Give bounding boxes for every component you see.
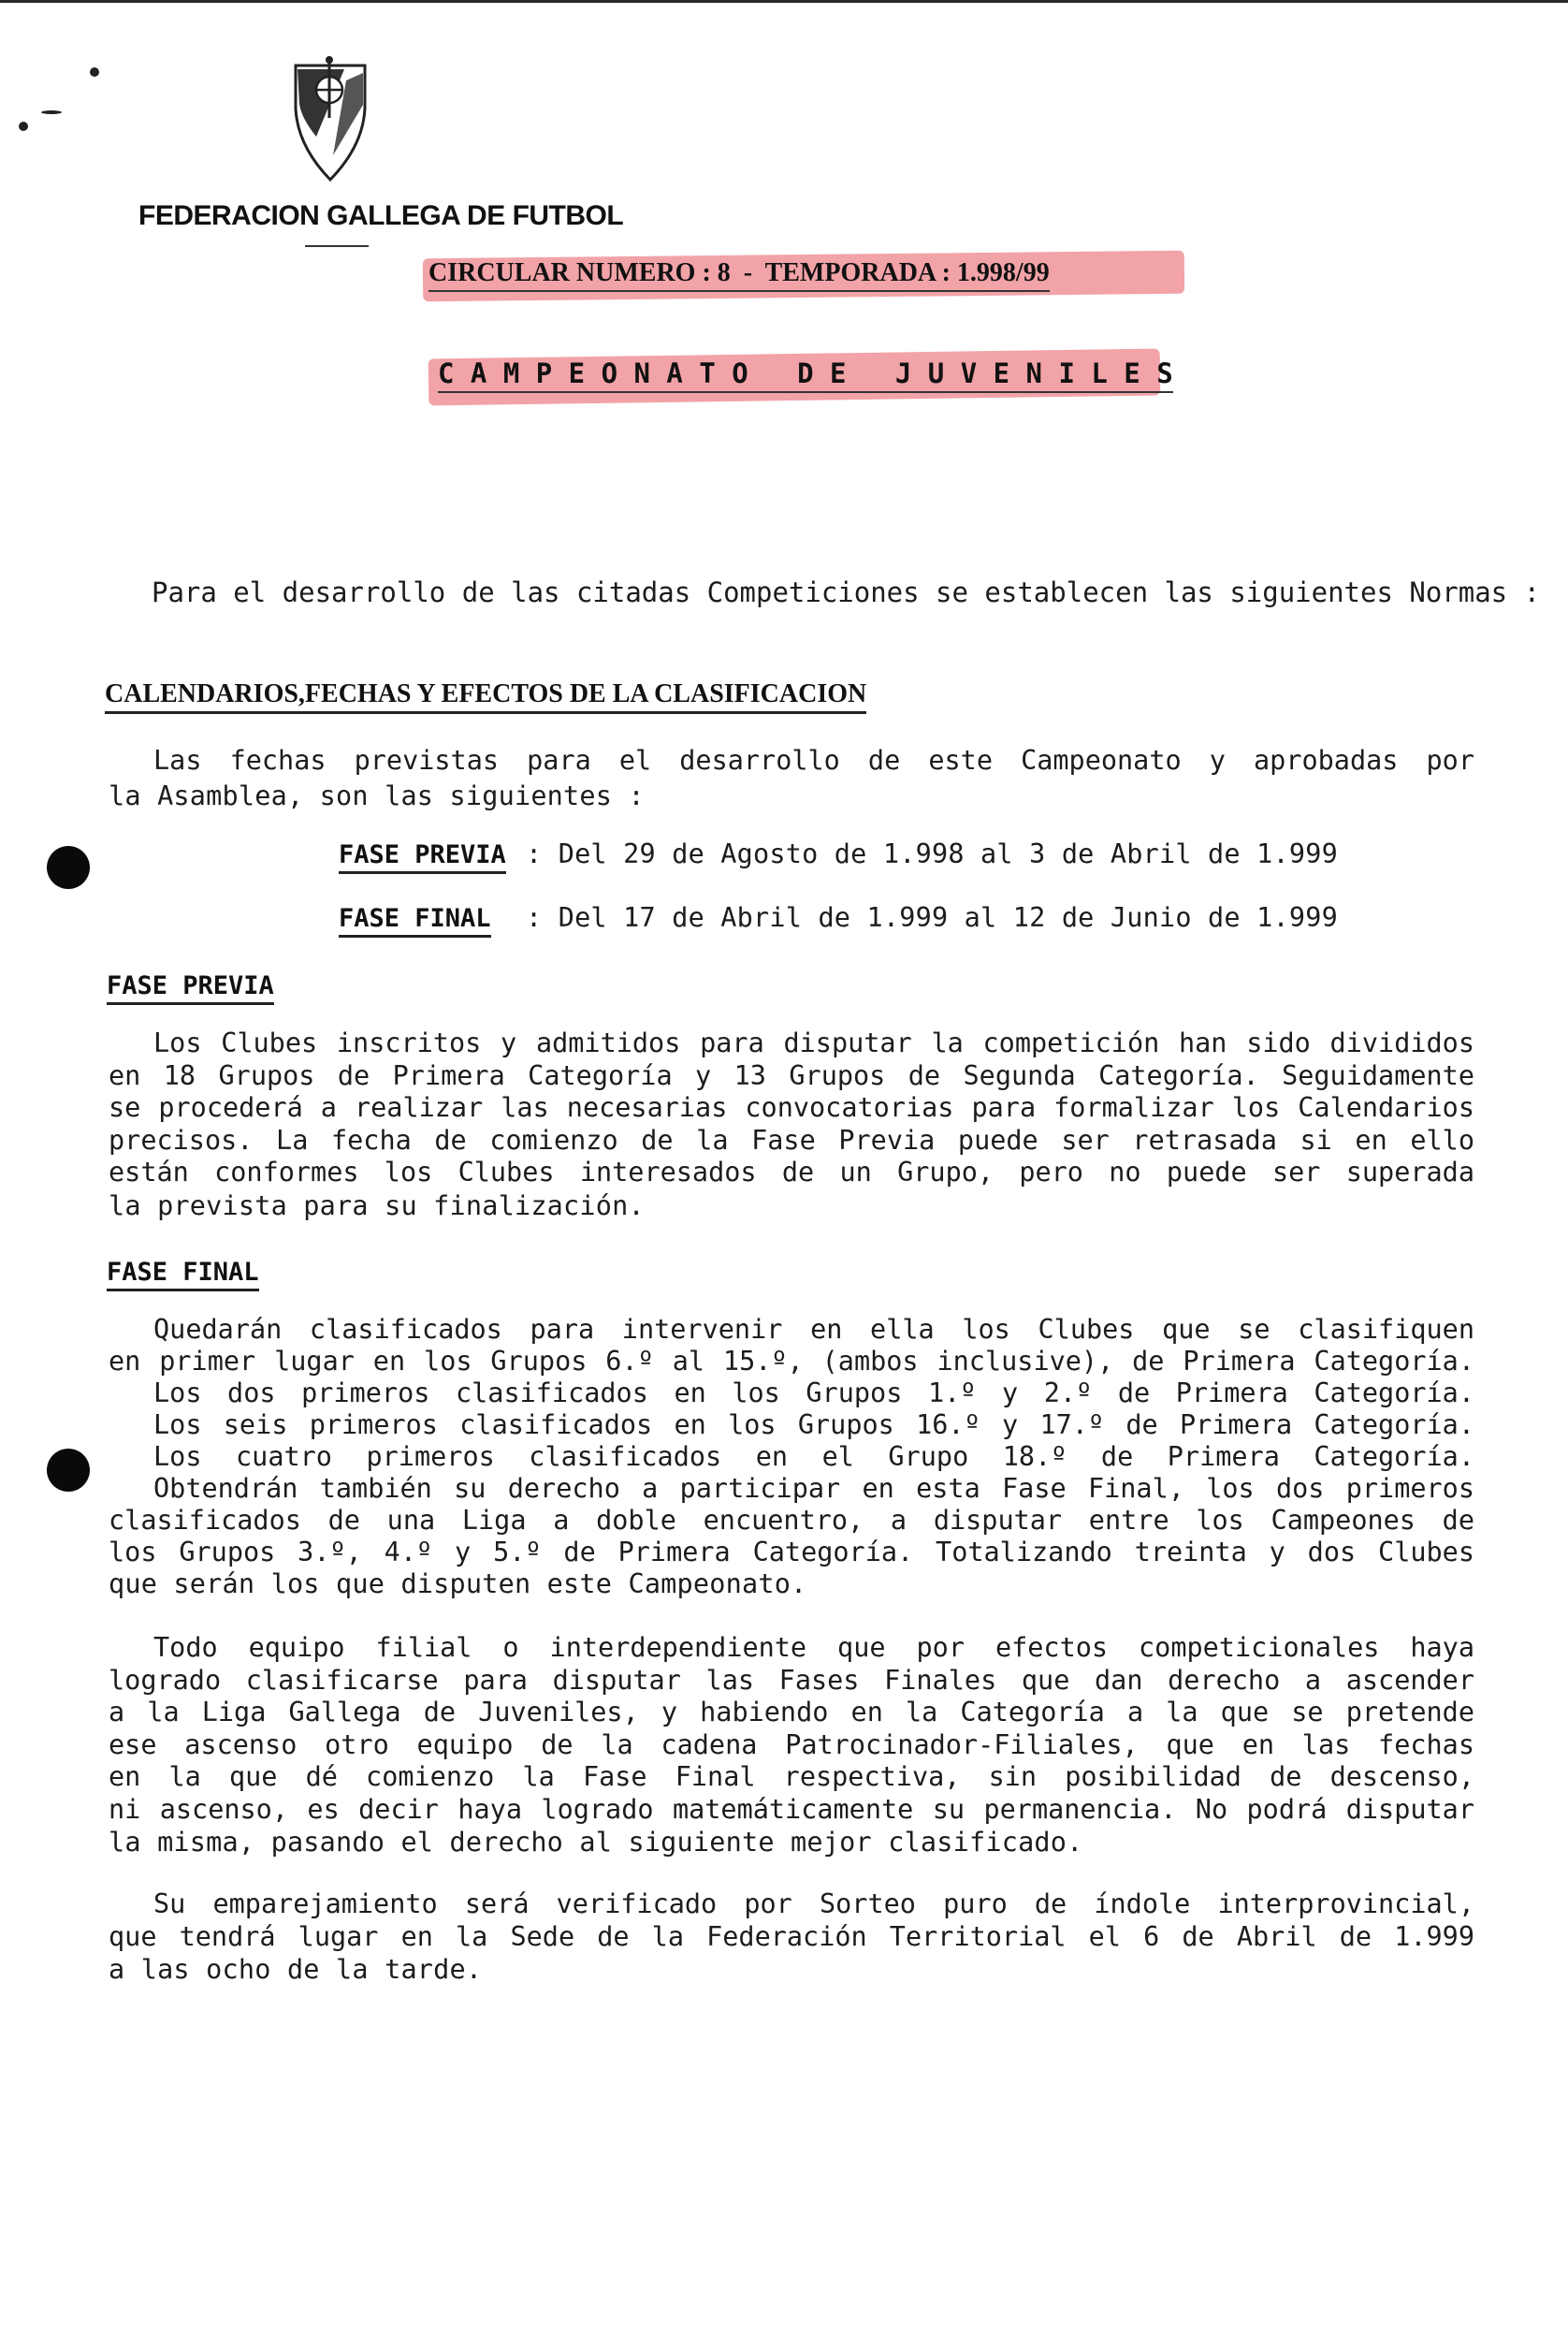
federation-shield-logo [288,52,372,183]
text-line: en 18 Grupos de Primera Categoría y 13 Grupos de Segunda Categoría. Seguidamente [109,1059,1474,1091]
text-line: que tendrá lugar en la Sede de la Federación Territorial el 6 de Abril de 1.999 [109,1920,1474,1952]
text-line: en primer lugar en los Grupos 6.º al 15.º, (ambos inclusive), de Primera Categoría. [109,1346,1474,1377]
federation-name: FEDERACION GALLEGA DE FUTBOL [138,200,624,231]
scan-edge-line [0,0,1568,3]
calendar-paragraph [109,745,1474,776]
text-line: Su emparejamiento será verificado por Sorteo puro de índole interprovincial, [153,1888,1474,1919]
scan-speck [90,67,99,77]
text-line: la misma, pasando el derecho al siguiente mejor clasificado. [109,1827,1083,1858]
circular-number: CIRCULAR NUMERO : 8 - TEMPORADA : 1.998/99 [428,258,1050,292]
scan-speck [41,110,62,114]
intro-text: Para el desarrollo de las citadas Competiciones se establecen las siguientes Normas : [152,576,1541,608]
fase-previa-paragraph [109,1028,1474,1189]
text-line: ni ascenso, es decir haya logrado matemáticamente su permanencia. No podrá disputar [109,1793,1474,1825]
text-line: están conformes los Clubes interesados de un Grupo, pero no puede ser superada [109,1157,1474,1188]
text-line: Los Clubes inscritos y admitidos para disputar la competición han sido divididos [153,1028,1474,1058]
text-line: precisos. La fecha de comienzo de la Fase Previa puede ser retrasada si en ello [109,1124,1474,1156]
fase-previa-label: FASE PREVIA [339,840,506,874]
text-line: la Asamblea, son las siguientes : [109,780,645,811]
fase-final-dates: : Del 17 de Abril de 1.999 al 12 de Junio de 1.999 [526,902,1338,933]
text-line: que serán los que disputen este Campeonato. [109,1568,807,1599]
text-line: Los cuatro primeros clasificados en el Grupo 18.º de Primera Categoría. [153,1441,1474,1472]
document-title: C A M P E O N A T O D E J U V E N I L E S [438,357,1173,393]
heading-fase-final: FASE FINAL [107,1258,259,1291]
fase-final-label: FASE FINAL [339,904,491,938]
federation-underline [305,245,369,247]
text-line: clasificados de una Liga a doble encuentro, a disputar entre los Campeones de [109,1505,1474,1536]
text-line: Quedarán clasificados para intervenir en ella los Clubes que se clasifiquen [153,1314,1474,1345]
text-line: Todo equipo filial o interdependiente que por efectos competicionales haya [153,1632,1474,1663]
text-line: logrado clasificarse para disputar las Fases Finales que dan derecho a ascender [109,1664,1474,1696]
text-line: Las fechas previstas para el desarrollo de este Campeonato y aprobadas por [153,745,1474,776]
text-line: Los dos primeros clasificados en los Grupos 1.º y 2.º de Primera Categoría. [153,1377,1474,1408]
text-line: en la que dé comienzo la Fase Final respectiva, sin posibilidad de descenso, [109,1761,1474,1792]
fase-final-paragraph-3 [109,1888,1474,1953]
text-line: los Grupos 3.º, 4.º y 5.º de Primera Categoría. Totalizando treinta y dos Clubes [109,1537,1474,1567]
punch-hole [47,846,90,889]
fase-previa-dates: : Del 29 de Agosto de 1.998 al 3 de Abril de 1.999 [526,838,1338,869]
heading-calendarios: CALENDARIOS,FECHAS Y EFECTOS DE LA CLASIFICACION [105,679,866,714]
punch-hole [47,1449,90,1492]
text-line: a la Liga Gallega de Juveniles, y habiendo en la Categoría a la que se pretende [109,1697,1474,1727]
text-line: se procederá a realizar las necesarias convocatorias para formalizar los Calendarios [109,1092,1474,1123]
text-line: Obtendrán también su derecho a participar en esta Fase Final, los dos primeros [153,1473,1474,1504]
text-line: la prevista para su finalización. [109,1190,645,1221]
fase-final-paragraph-2 [109,1632,1474,1826]
scan-speck [19,122,28,131]
text-line: a las ocho de la tarde. [109,1954,483,1985]
fase-final-paragraph-1 [109,1314,1474,1568]
text-line: Los seis primeros clasificados en los Grupos 16.º y 17.º de Primera Categoría. [153,1409,1474,1440]
heading-fase-previa: FASE PREVIA [107,971,274,1005]
text-line: ese ascenso otro equipo de la cadena Patrocinador-Filiales, que en las fechas [109,1728,1474,1760]
